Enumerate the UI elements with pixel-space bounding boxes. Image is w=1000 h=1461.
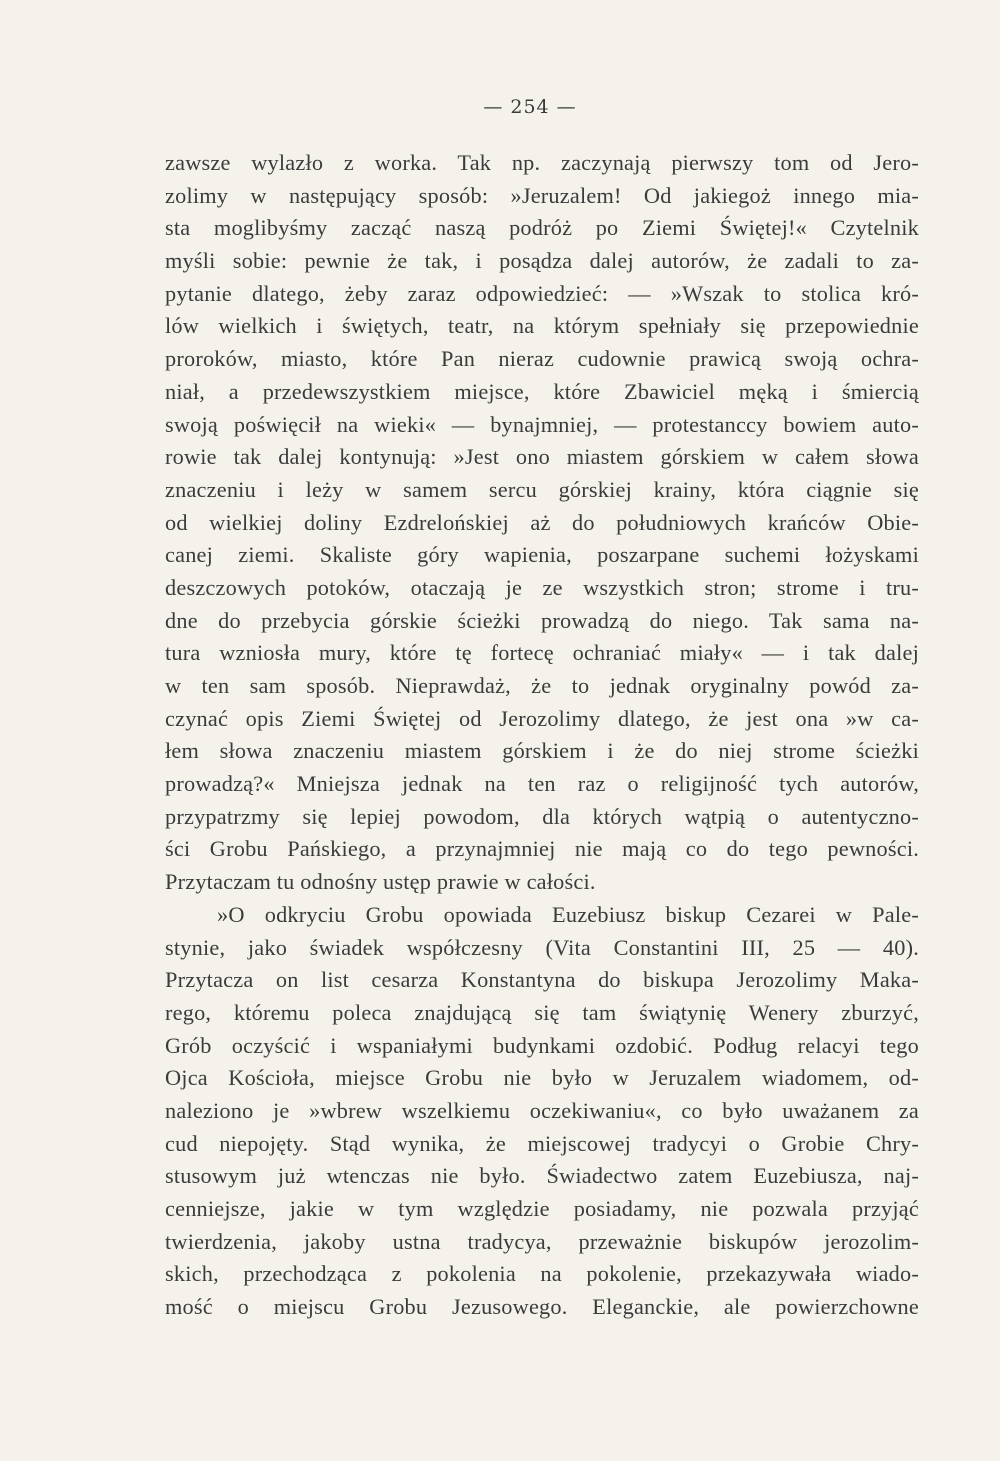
text-line: Ojca Kościoła, miejsce Grobu nie było w Jeruzalem wiadomem, od- <box>165 1065 919 1091</box>
text-line: w ten sam sposób. Nieprawdaż, że to jednak oryginalny powód za- <box>165 673 919 698</box>
text-line: rego, któremu poleca znajdującą się tam świątynię Wenery zburzyć, <box>165 999 919 1025</box>
text-line: naleziono je »wbrew wszelkiemu oczekiwaniu«, co było uważanem za <box>165 1097 919 1123</box>
text-line: Grób oczyścić i wspaniałymi budynkami ozdobić. Podług relacyi tego <box>165 1032 919 1058</box>
text-line: ści Grobu Pańskiego, a przynajmniej nie mają co do tego pewności. <box>165 836 919 862</box>
text-line: Przytacza on list cesarza Konstantyna do biskupa Jerozolimy Maka- <box>165 967 919 993</box>
text-line: znaczeniu i leży w samem sercu górskiej krainy, która ciągnie się <box>165 476 919 502</box>
text-line: dne do przebycia górskie ścieżki prowadzą do niego. Tak sama na- <box>165 607 919 633</box>
text-line: cud niepojęty. Stąd wynika, że miejscowej tradycyi o Grobie Chry- <box>165 1130 919 1156</box>
text-line: proroków, miasto, które Pan nieraz cudownie prawicą swoją ochra- <box>165 346 919 372</box>
text-line: czynać opis Ziemi Świętej od Jerozolimy dlatego, że jest ona »w ca- <box>165 705 919 731</box>
text-line: stusowym już wtenczas nie było. Świadectwo zatem Euzebiusza, naj- <box>165 1163 919 1189</box>
text-line: mość o miejscu Grobu Jezusowego. Eleganckie, ale powierzchowne <box>165 1294 919 1320</box>
text-line: zolimy w następujący sposób: »Jeruzalem! Od jakiegoż innego mia- <box>165 182 919 208</box>
text-line: pytanie dlatego, żeby zaraz odpowiedzieć: — »Wszak to stolica kró- <box>165 280 919 306</box>
text-line: twierdzenia, jakoby ustna tradycya, przeważnie biskupów jerozolim- <box>165 1228 919 1254</box>
text-line: prowadzą?« Mniejsza jednak na ten raz o religijność tych autorów, <box>165 771 919 797</box>
text-line: łem słowa znaczeniu miastem górskiem i że do niej strome ścieżki <box>165 738 919 764</box>
text-line: »O odkryciu Grobu opowiada Euzebiusz biskup Cezarei w Pale- <box>217 901 919 927</box>
text-line: swoją poświęcił na wieki« — bynajmniej, — protestanccy bowiem auto- <box>165 411 919 437</box>
text-line: rowie tak dalej kontynują: »Jest ono miastem górskiem w całem słowa <box>165 444 919 470</box>
body-text <box>165 147 919 1324</box>
text-line: od wielkiej doliny Ezdrelońskiej aż do południowych krańców Obie- <box>165 509 919 535</box>
text-line: stynie, jako świadek współczesny (Vita Constantini III, 25 — 40). <box>165 934 919 960</box>
text-line: sta moglibyśmy zacząć naszą podróż po Ziemi Świętej!« Czytelnik <box>165 215 919 241</box>
text-line: tura wzniosła mury, które tę fortecę ochraniać miały« — i tak dalej <box>165 640 919 666</box>
text-line: skich, przechodząca z pokolenia na pokolenie, przekazywała wiado- <box>165 1261 919 1287</box>
text-line: deszczowych potoków, otaczają je ze wszystkich stron; strome i tru- <box>165 574 919 600</box>
text-line: myśli sobie: pewnie że tak, i posądza dalej autorów, że zadali to za- <box>165 248 919 274</box>
text-line: zawsze wylazło z worka. Tak np. zaczynają pierwszy tom od Jero- <box>165 150 919 175</box>
text-line: lów wielkich i świętych, teatr, na którym spełniały się przepowiednie <box>165 313 919 339</box>
page-number: — 254 — <box>483 96 577 118</box>
text-line: cenniejsze, jakie w tym względzie posiadamy, nie pozwala przyjąć <box>165 1196 919 1221</box>
text-line: canej ziemi. Skaliste góry wapienia, poszarpane suchemi łożyskami <box>165 542 919 568</box>
text-line: Przytaczam tu odnośny ustęp prawie w całości. <box>165 869 596 895</box>
text-line: niał, a przedewszystkiem miejsce, które Zbawiciel męką i śmiercią <box>165 378 919 404</box>
text-line: przypatrzmy się lepiej powodom, dla których wątpią o autentyczno- <box>165 803 919 829</box>
